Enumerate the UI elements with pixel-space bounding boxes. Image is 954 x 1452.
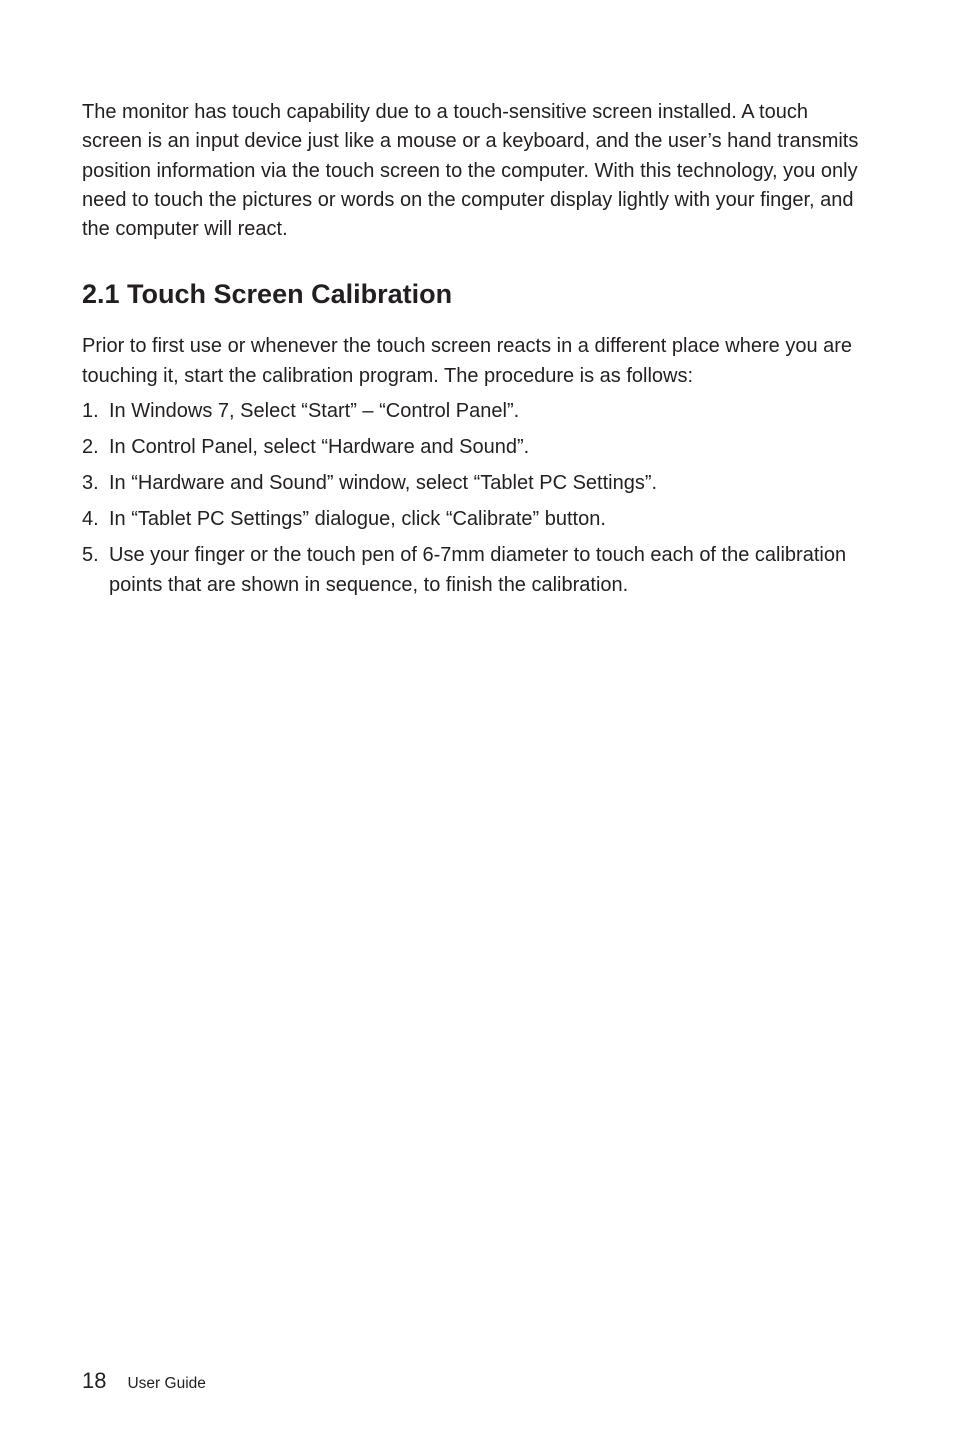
step-text: In Windows 7, Select “Start” – “Control Panel”. xyxy=(109,400,520,423)
step-text: In Control Panel, select “Hardware and Sound”. xyxy=(109,436,530,459)
step-number: 5. xyxy=(82,544,99,567)
step-number: 4. xyxy=(82,508,99,531)
page-footer xyxy=(82,1366,206,1396)
page-number: 18 xyxy=(82,1368,107,1393)
intro-paragraph: The monitor has touch capability due to a touch-sensitive screen installed. A touch screen is an input device just like a mouse or a keyboard, and the user’s hand transmits position information via the touch screen to the computer. With this technology, you only need to touch the pictures or words on the computer display lightly with your finger, and the computer will react. xyxy=(82,101,859,241)
step-number: 3. xyxy=(82,472,99,495)
step-number: 2. xyxy=(82,436,99,459)
steps-list xyxy=(82,397,862,600)
list-item xyxy=(82,541,862,600)
section-title: 2.1 Touch Screen Calibration xyxy=(82,279,453,310)
step-text: In “Tablet PC Settings” dialogue, click “Calibrate” button. xyxy=(109,508,606,531)
list-item xyxy=(82,397,862,427)
footer-label: User Guide xyxy=(127,1375,206,1392)
page-content xyxy=(82,98,862,607)
step-text: In “Hardware and Sound” window, select “Tablet PC Settings”. xyxy=(109,472,658,495)
step-text: Use your finger or the touch pen of 6-7mm diameter to touch each of the calibration points that are shown in sequence, to finish the calibration. xyxy=(109,544,847,596)
step-number: 1. xyxy=(82,400,99,423)
section-body: Prior to first use or whenever the touch screen reacts in a different place where you are touching it, start the calibration program. The procedure is as follows: xyxy=(82,335,853,387)
list-item xyxy=(82,433,862,463)
list-item xyxy=(82,469,862,499)
list-item xyxy=(82,505,862,535)
